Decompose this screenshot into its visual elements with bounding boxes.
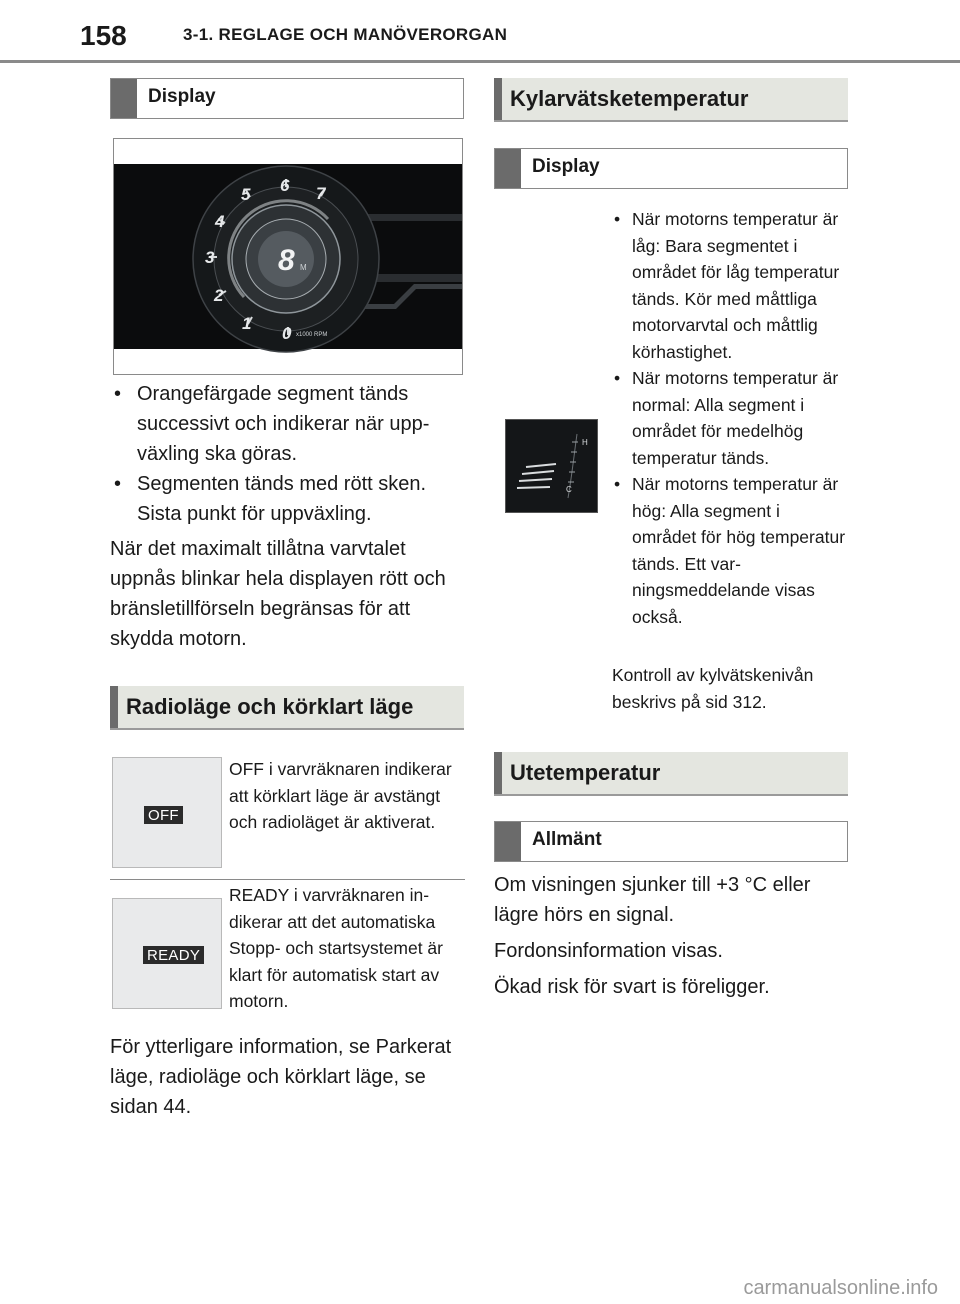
tacho-number-5: 5 xyxy=(241,185,251,204)
coolant-display-heading xyxy=(494,148,848,189)
display-heading xyxy=(110,78,464,119)
header-rule xyxy=(0,60,960,63)
tacho-number-0: 0 xyxy=(282,324,292,343)
gear-mode: M xyxy=(300,263,307,272)
coolant-heading-label: Kylarvätsketemperatur xyxy=(510,86,749,111)
temp-high-label: H xyxy=(582,438,588,447)
off-description: OFF i varvräknaren indikerar att körklart läge är avstängt och radioläget är aktiverat. xyxy=(229,759,452,832)
chapter-title: 3-1. REGLAGE OCH MANÖVERORGAN xyxy=(183,25,508,44)
rpm-limit-paragraph: När det maximalt tillåtna varvtalet uppnås blinkar hela displayen rött och bränsletillförseln begränsas för att skydda motorn. xyxy=(110,538,446,650)
display-bullet-1: • Orangefärgade segment tänds successivt och indikerar när uppväxling ska göras. xyxy=(110,379,464,469)
row-divider xyxy=(110,879,465,880)
more-info-paragraph: För ytterligare information, se Parkerat läge, radioläge och körklart läge, se sidan 44. xyxy=(110,1036,452,1118)
coolant-heading xyxy=(494,78,848,122)
rpm-unit: x1000 RPM xyxy=(296,332,328,338)
display-bullets xyxy=(110,379,464,529)
ready-indicator-image xyxy=(112,898,222,1009)
tacho-number-7: 7 xyxy=(316,184,326,203)
ready-description: READY i varvräknaren indikerar att det automatiska Stopp- och startsystemet är klart för automatisk start av motorn. xyxy=(229,885,443,1011)
temperature-gauge-image xyxy=(505,419,598,513)
coolant-note: Kontroll av kylvätskenivån beskrivs på sid 312. xyxy=(612,665,814,712)
coolant-bullets xyxy=(612,206,848,630)
tacho-number-1: 1 xyxy=(242,314,252,333)
tachometer-image xyxy=(113,138,463,375)
tachometer-graphic xyxy=(114,139,462,374)
off-indicator-image xyxy=(112,757,222,868)
outdoor-temperature-text xyxy=(494,870,848,1002)
temp-low-label: C xyxy=(566,485,572,494)
tacho-number-3: 3 xyxy=(205,248,215,267)
outdoor-para-3: Ökad risk för svart is föreligger. xyxy=(494,976,770,998)
general-heading-label: Allmänt xyxy=(532,829,602,850)
off-badge: OFF xyxy=(144,806,183,824)
tacho-number-6: 6 xyxy=(280,176,290,195)
coolant-display-heading-label: Display xyxy=(532,156,600,177)
temperature-gauge-graphic xyxy=(506,420,597,512)
radio-mode-heading xyxy=(110,686,464,730)
outdoor-temperature-heading-label: Utetemperatur xyxy=(510,760,661,785)
watermark: carmanualsonline.info xyxy=(743,1277,938,1299)
page-number: 158 xyxy=(80,20,127,51)
coolant-bullet-3: • När motorns temperatur är hög: Alla segment i området för hög temperatur tänds. Ett varningsmeddelande visas också. xyxy=(612,471,848,630)
display-heading-label: Display xyxy=(148,86,216,107)
general-heading xyxy=(494,821,848,862)
coolant-bullet-2: • När motorns temperatur är normal: Alla segment i området för medelhög temperatur tänds. xyxy=(612,365,848,471)
outdoor-temperature-heading xyxy=(494,752,848,796)
tacho-number-2: 2 xyxy=(214,286,224,305)
gear-indicator: 8 xyxy=(278,244,295,277)
tacho-number-4: 4 xyxy=(215,212,225,231)
outdoor-para-2: Fordonsinformation visas. xyxy=(494,940,723,962)
radio-mode-heading-label: Radioläge och körklart läge xyxy=(126,694,414,719)
display-bullet-2: • Segmenten tänds med rött sken. Sista punkt för uppväxling. xyxy=(110,469,464,529)
ready-badge: READY xyxy=(143,946,204,964)
coolant-bullet-1: • När motorns temperatur är låg: Bara segmentet i området för låg temperatur tänds. Kör med måttliga motorvarvtal och måttlig körhastighet. xyxy=(612,206,848,365)
outdoor-para-1: Om visningen sjunker till +3 °C eller lägre hörs en signal. xyxy=(494,874,811,926)
